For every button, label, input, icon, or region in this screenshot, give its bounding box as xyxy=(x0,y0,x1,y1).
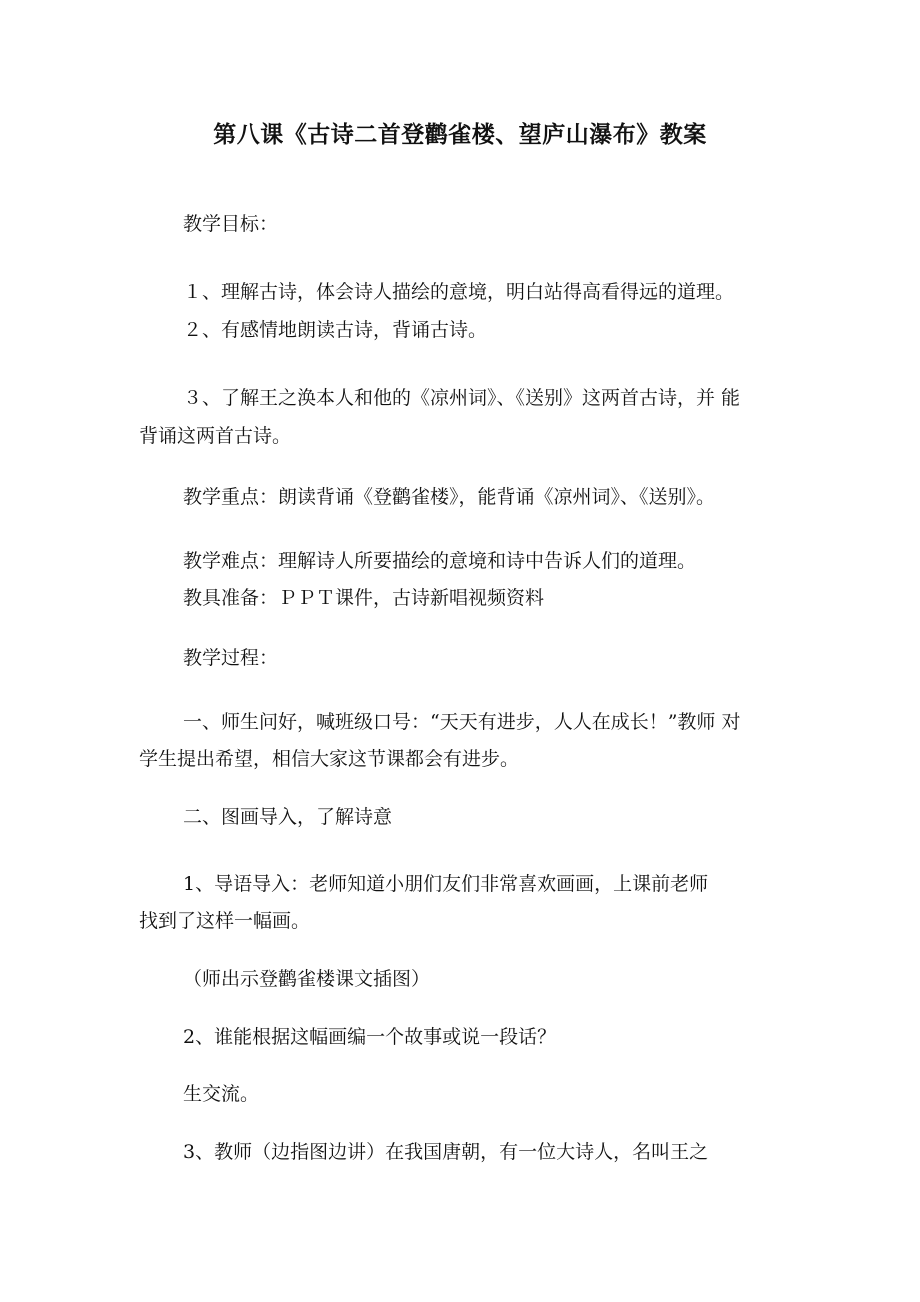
paragraph-line: 二、图画导入，了解诗意 xyxy=(183,806,393,828)
document-title: 第八课《古诗二首登鹳雀楼、望庐山瀑布》教案 xyxy=(213,121,707,148)
paragraph-line: 教学难点：理解诗人所要描绘的意境和诗中告诉人们的道理。 xyxy=(183,550,697,572)
paragraph-line: 找到了这样一幅画。 xyxy=(139,910,311,932)
paragraph-line: ３、了解王之涣本人和他的《凉州词》、《送别》这两首古诗，并 能 xyxy=(183,387,741,409)
paragraph-line: 生交流。 xyxy=(183,1083,260,1105)
paragraph-line: ２、有感情地朗读古诗，背诵古诗。 xyxy=(183,319,488,341)
paragraph-line: 一、师生问好，喊班级口号：“天天有进步，人人在成长！”教师 对 xyxy=(183,711,741,733)
paragraph-line: 教学重点：朗读背诵《登鹳雀楼》，能背诵《凉州词》、《送别》。 xyxy=(183,486,716,508)
paragraph-line: 学生提出希望，相信大家这节课都会有进步。 xyxy=(139,748,520,770)
paragraph-line: 教具准备：ＰＰＴ课件，古诗新唱视频资料 xyxy=(183,587,545,609)
paragraph-line: （师出示登鹳雀楼课文插图） xyxy=(183,968,431,990)
paragraph-line: １、理解古诗，体会诗人描绘的意境，明白站得高看得远的道理。 xyxy=(183,281,735,303)
paragraph-line: 1、导语导入：老师知道小朋们友们非常喜欢画画，上课前老师 xyxy=(183,873,709,895)
paragraph-line: 教学过程： xyxy=(183,647,279,669)
paragraph-line: 2、谁能根据这幅画编一个故事或说一段话？ xyxy=(183,1026,557,1048)
paragraph-line: 教学目标： xyxy=(183,213,279,235)
paragraph-line: 背诵这两首古诗。 xyxy=(139,425,292,447)
paragraph-line: 3、教师（边指图边讲）在我国唐朝，有一位大诗人，名叫王之 xyxy=(183,1141,709,1163)
